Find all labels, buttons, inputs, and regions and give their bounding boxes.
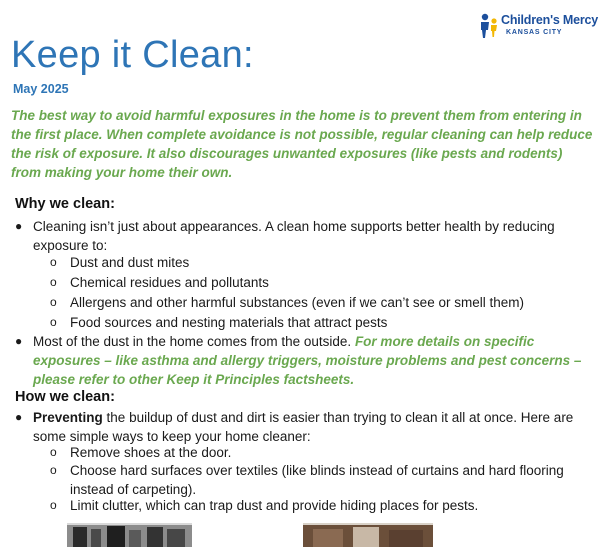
logo-subtitle: KANSAS CITY — [506, 29, 563, 36]
sub-item-text: Chemical residues and pollutants — [70, 275, 269, 290]
sub-item-text: Limit clutter, which can trap dust and provide hiding places for pests. — [70, 498, 479, 513]
circle-bullet-icon: o — [50, 255, 57, 269]
bullet-icon: ● — [15, 334, 23, 348]
circle-bullet-icon: o — [50, 275, 57, 289]
bullet-text — [33, 408, 588, 446]
why-we-clean-heading: Why we clean: — [15, 196, 115, 212]
list-item — [0, 217, 600, 257]
bullet-icon: ● — [15, 219, 23, 233]
shoes-photo — [67, 523, 192, 547]
bullet-plain-text: Most of the dust in the home comes from the outside. — [33, 334, 352, 349]
list-item — [0, 408, 600, 448]
sub-item-text: Remove shoes at the door. — [70, 445, 232, 460]
list-item — [0, 332, 600, 389]
bullet-text — [33, 332, 588, 389]
bullet-rest-text: the buildup of dust and dirt is easier than trying to clean it all at once. Here are some simple ways to keep your home cleaner: — [33, 410, 574, 444]
childrens-mercy-logo — [478, 12, 598, 42]
bullet-text: Cleaning isn’t just about appearances. A clean home supports better health by reducing exposure to: — [33, 219, 555, 253]
circle-bullet-icon: o — [50, 498, 57, 512]
circle-bullet-icon: o — [50, 295, 57, 309]
sub-item-text: Food sources and nesting materials that attract pests — [70, 315, 388, 330]
factsheet-reference-text: For more details on specific exposures – like asthma and allergy triggers, moisture problems and pest concerns – please refer to other Keep it Principles factsheets. — [33, 334, 582, 387]
how-we-clean-heading: How we clean: — [15, 389, 115, 405]
page-title: Keep it Clean: — [11, 34, 254, 76]
bullet-icon: ● — [15, 410, 23, 424]
sub-item-text: Dust and dust mites — [70, 255, 190, 270]
circle-bullet-icon: o — [50, 463, 57, 477]
circle-bullet-icon: o — [50, 315, 57, 329]
bullet-bold-lead: Preventing — [33, 410, 103, 425]
sub-item-text: Choose hard surfaces over textiles (like blinds instead of curtains and hard flooring instead of carpeting). — [70, 463, 564, 497]
sub-item-text: Allergens and other harmful substances (even if we can’t see or smell them) — [70, 295, 524, 310]
intro-paragraph: The best way to avoid harmful exposures in the home is to prevent them from entering in the first place. When complete avoidance is not possible, regular cleaning can help reduce the risk of exposure. It also discourages unwanted exposures (like pests and rodents) from making your home their own. — [11, 108, 593, 180]
logo-name: Children's Mercy — [501, 13, 599, 27]
room-photo — [303, 523, 433, 547]
publish-date: May 2025 — [13, 82, 69, 96]
circle-bullet-icon: o — [50, 445, 57, 459]
